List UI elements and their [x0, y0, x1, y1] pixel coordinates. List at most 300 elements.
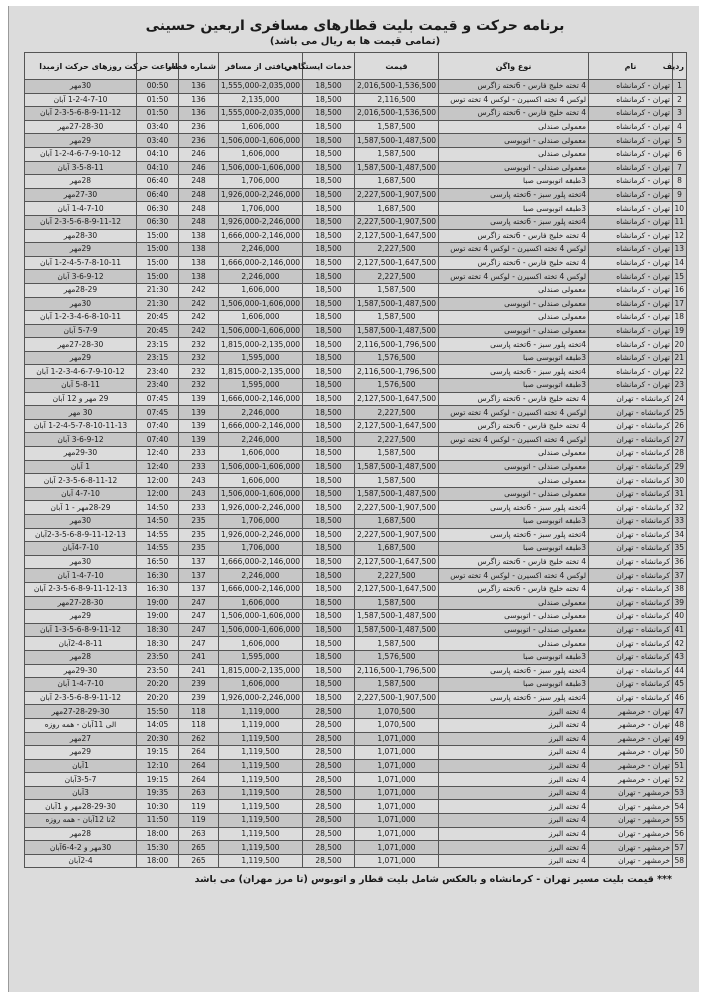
table-row [25, 800, 687, 814]
cell-departure-time: 20:20 [137, 678, 179, 692]
table-row [25, 229, 687, 243]
cell-train-number: 136 [179, 107, 219, 121]
cell-passenger-fare: 1,119,500 [219, 759, 303, 773]
cell-train-number: 263 [179, 827, 219, 841]
cell-departure-days: 3-5-8-11 آبان [25, 161, 137, 175]
cell-price: 1,070,500 [355, 718, 439, 732]
cell-departure-time: 12:40 [137, 447, 179, 461]
cell-train-number: 243 [179, 487, 219, 501]
cell-departure-days: 27-28-30مهر [25, 120, 137, 134]
cell-station-services: 18,500 [303, 678, 355, 692]
table-row [25, 582, 687, 596]
schedule-table [24, 52, 687, 868]
cell-route: کرمانشاه - تهران [589, 406, 673, 420]
cell-station-services: 18,500 [303, 338, 355, 352]
cell-departure-days: 28-29مهر - 1 آبان [25, 501, 137, 515]
cell-wagon-type: 4تخته پلور سبز - 6تخته پارسی [439, 664, 589, 678]
cell-passenger-fare: 1,606,000 [219, 447, 303, 461]
cell-train-number: 137 [179, 555, 219, 569]
cell-wagon-type: 4 تخته البرز [439, 759, 589, 773]
cell-departure-time: 03:40 [137, 120, 179, 134]
table-row [25, 814, 687, 828]
cell-wagon-type: معمولی صندلی - اتوبوسی [439, 297, 589, 311]
cell-price: 2,127,500-1,647,500 [355, 555, 439, 569]
cell-station-services: 18,500 [303, 297, 355, 311]
cell-passenger-fare: 1,555,000-2,035,000 [219, 107, 303, 121]
cell-train-number: 248 [179, 202, 219, 216]
table-row [25, 392, 687, 406]
cell-station-services: 18,500 [303, 542, 355, 556]
cell-departure-days: 3-6-9-12 آبان [25, 270, 137, 284]
cell-row-number: 25 [673, 406, 687, 420]
cell-wagon-type: 4 تخته البرز [439, 800, 589, 814]
cell-route: تهران - کرمانشاه [589, 270, 673, 284]
cell-station-services: 18,500 [303, 691, 355, 705]
cell-wagon-type: معمولی صندلی [439, 120, 589, 134]
cell-train-number: 242 [179, 283, 219, 297]
cell-station-services: 18,500 [303, 460, 355, 474]
cell-route: تهران - کرمانشاه [589, 283, 673, 297]
cell-price: 2,116,500-1,796,500 [355, 365, 439, 379]
table-row [25, 786, 687, 800]
column-header-route: نام [589, 53, 673, 80]
column-header-train-number: شماره قطار [179, 53, 219, 80]
cell-row-number: 4 [673, 120, 687, 134]
cell-train-number: 242 [179, 311, 219, 325]
cell-passenger-fare: 1,666,000-2,146,000 [219, 582, 303, 596]
cell-row-number: 44 [673, 664, 687, 678]
cell-wagon-type: 4تخته پلور سبز - 6تخته پارسی [439, 501, 589, 515]
cell-departure-time: 12:10 [137, 759, 179, 773]
cell-departure-time: 15:00 [137, 256, 179, 270]
cell-departure-time: 19:15 [137, 746, 179, 760]
cell-row-number: 56 [673, 827, 687, 841]
cell-row-number: 54 [673, 800, 687, 814]
cell-departure-time: 20:45 [137, 311, 179, 325]
cell-passenger-fare: 2,135,000 [219, 93, 303, 107]
cell-row-number: 21 [673, 351, 687, 365]
cell-station-services: 18,500 [303, 229, 355, 243]
cell-passenger-fare: 1,606,000 [219, 311, 303, 325]
cell-price: 1,587,500 [355, 120, 439, 134]
cell-row-number: 15 [673, 270, 687, 284]
cell-departure-days: 29 مهر و 12 آبان [25, 392, 137, 406]
cell-wagon-type: 4 تخته خلیج فارس - 6تخته زاگرس [439, 419, 589, 433]
cell-station-services: 18,500 [303, 134, 355, 148]
cell-departure-time: 15:50 [137, 705, 179, 719]
table-row [25, 718, 687, 732]
cell-departure-time: 19:15 [137, 773, 179, 787]
cell-row-number: 8 [673, 175, 687, 189]
cell-price: 2,116,500 [355, 93, 439, 107]
column-header-row-number: ردیف [673, 53, 687, 80]
cell-row-number: 24 [673, 392, 687, 406]
cell-wagon-type: معمولی صندلی [439, 474, 589, 488]
cell-route: کرمانشاه - تهران [589, 623, 673, 637]
cell-passenger-fare: 1,666,000-2,146,000 [219, 256, 303, 270]
cell-wagon-type: 3طبقه اتوبوسی صبا [439, 202, 589, 216]
cell-station-services: 18,500 [303, 324, 355, 338]
cell-wagon-type: معمولی صندلی - اتوبوسی [439, 623, 589, 637]
cell-station-services: 28,500 [303, 705, 355, 719]
cell-wagon-type: 4 تخته البرز [439, 705, 589, 719]
cell-row-number: 7 [673, 161, 687, 175]
cell-departure-days: 29مهر [25, 746, 137, 760]
cell-wagon-type: 4تخته پلور سبز - 6تخته پارسی [439, 188, 589, 202]
cell-price: 1,071,000 [355, 759, 439, 773]
cell-station-services: 18,500 [303, 501, 355, 515]
cell-route: تهران - کرمانشاه [589, 243, 673, 257]
cell-passenger-fare: 1,119,500 [219, 732, 303, 746]
cell-departure-days: 1-2-4-7-10 آبان [25, 93, 137, 107]
cell-price: 1,687,500 [355, 175, 439, 189]
cell-wagon-type: لوکس 4 تخته اکسیرن - لوکس 4 تخته توس [439, 270, 589, 284]
cell-departure-time: 15:00 [137, 270, 179, 284]
cell-wagon-type: معمولی صندلی [439, 311, 589, 325]
table-row [25, 175, 687, 189]
cell-passenger-fare: 1,666,000-2,146,000 [219, 392, 303, 406]
cell-wagon-type: معمولی صندلی - اتوبوسی [439, 134, 589, 148]
cell-departure-days: 1-2-4-5-7-8-10-11-13 آبان [25, 419, 137, 433]
cell-departure-days: 28مهر [25, 827, 137, 841]
cell-route: خرمشهر - تهران [589, 854, 673, 868]
cell-departure-time: 15:00 [137, 229, 179, 243]
column-header-station-services: خدمات ایستگاهی [303, 53, 355, 80]
cell-route: کرمانشاه - تهران [589, 392, 673, 406]
cell-passenger-fare: 2,246,000 [219, 433, 303, 447]
cell-row-number: 41 [673, 623, 687, 637]
table-row [25, 256, 687, 270]
table-row [25, 610, 687, 624]
cell-departure-time: 03:40 [137, 134, 179, 148]
cell-price: 1,071,000 [355, 814, 439, 828]
cell-passenger-fare: 1,506,000-1,606,000 [219, 623, 303, 637]
cell-wagon-type: معمولی صندلی - اتوبوسی [439, 610, 589, 624]
column-header-passenger-fare: دریافتی از مسافر [219, 53, 303, 80]
cell-departure-days: 29مهر [25, 134, 137, 148]
cell-departure-days: 27-28-30مهر [25, 338, 137, 352]
cell-departure-time: 15:00 [137, 243, 179, 257]
cell-passenger-fare: 1,606,000 [219, 120, 303, 134]
cell-train-number: 232 [179, 379, 219, 393]
cell-route: تهران - کرمانشاه [589, 297, 673, 311]
cell-departure-time: 07:40 [137, 433, 179, 447]
cell-route: کرمانشاه - تهران [589, 542, 673, 556]
cell-wagon-type: 4 تخته البرز [439, 718, 589, 732]
cell-departure-days: 30مهر [25, 555, 137, 569]
cell-train-number: 233 [179, 501, 219, 515]
table-row [25, 542, 687, 556]
cell-station-services: 18,500 [303, 256, 355, 270]
cell-departure-days: 27-28-29-30مهر [25, 705, 137, 719]
cell-train-number: 243 [179, 474, 219, 488]
cell-row-number: 13 [673, 243, 687, 257]
cell-train-number: 139 [179, 433, 219, 447]
cell-price: 1,587,500-1,487,500 [355, 161, 439, 175]
cell-wagon-type: 3طبقه اتوبوسی صبا [439, 175, 589, 189]
cell-departure-days: 27-28-30مهر [25, 596, 137, 610]
cell-row-number: 14 [673, 256, 687, 270]
cell-station-services: 18,500 [303, 664, 355, 678]
cell-route: تهران - کرمانشاه [589, 365, 673, 379]
cell-departure-time: 07:40 [137, 419, 179, 433]
cell-departure-days: 30مهر [25, 297, 137, 311]
cell-station-services: 28,500 [303, 854, 355, 868]
table-row [25, 93, 687, 107]
cell-price: 1,587,500 [355, 311, 439, 325]
cell-departure-days: 1-2-3-4-6-7-9-10-12 آبان [25, 365, 137, 379]
cell-station-services: 18,500 [303, 406, 355, 420]
cell-train-number: 139 [179, 406, 219, 420]
cell-train-number: 239 [179, 678, 219, 692]
cell-train-number: 232 [179, 365, 219, 379]
cell-passenger-fare: 1,606,000 [219, 678, 303, 692]
cell-row-number: 57 [673, 841, 687, 855]
table-row [25, 854, 687, 868]
table-row [25, 80, 687, 94]
cell-price: 1,071,000 [355, 854, 439, 868]
cell-route: تهران - خرمشهر [589, 705, 673, 719]
table-row [25, 270, 687, 284]
footnote: *** قیمت بلیت مسیر تهران - کرمانشاه و بالعکس شامل بلیت قطار و اتوبوس (تا مرز مهران) می باشد [194, 874, 672, 886]
cell-price: 1,587,500 [355, 678, 439, 692]
cell-route: تهران - کرمانشاه [589, 93, 673, 107]
cell-route: خرمشهر - تهران [589, 827, 673, 841]
cell-row-number: 47 [673, 705, 687, 719]
cell-departure-time: 19:35 [137, 786, 179, 800]
cell-price: 2,227,500 [355, 433, 439, 447]
cell-train-number: 247 [179, 596, 219, 610]
cell-passenger-fare: 1,506,000-1,606,000 [219, 487, 303, 501]
cell-departure-time: 15:30 [137, 841, 179, 855]
cell-route: کرمانشاه - تهران [589, 474, 673, 488]
cell-route: تهران - خرمشهر [589, 773, 673, 787]
cell-price: 1,071,000 [355, 786, 439, 800]
cell-station-services: 18,500 [303, 392, 355, 406]
cell-route: تهران - خرمشهر [589, 759, 673, 773]
cell-departure-days: 2-3-5-6-8-9-11-12 آبان [25, 107, 137, 121]
cell-departure-time: 14:50 [137, 515, 179, 529]
cell-train-number: 139 [179, 392, 219, 406]
cell-departure-days: 27مهر [25, 732, 137, 746]
table-row [25, 297, 687, 311]
cell-wagon-type: 4 تخته البرز [439, 814, 589, 828]
cell-price: 2,227,500-1,907,500 [355, 528, 439, 542]
cell-departure-days: 5-8-11 آبان [25, 379, 137, 393]
cell-departure-days: 30مهر [25, 515, 137, 529]
cell-row-number: 51 [673, 759, 687, 773]
table-row [25, 596, 687, 610]
cell-passenger-fare: 1,119,500 [219, 800, 303, 814]
cell-station-services: 28,500 [303, 746, 355, 760]
cell-passenger-fare: 1,595,000 [219, 379, 303, 393]
cell-price: 1,576,500 [355, 351, 439, 365]
table-row [25, 569, 687, 583]
cell-row-number: 17 [673, 297, 687, 311]
cell-departure-time: 20:30 [137, 732, 179, 746]
cell-wagon-type: 4تخته پلور سبز - 6تخته پارسی [439, 365, 589, 379]
cell-departure-days: 28-30مهر [25, 229, 137, 243]
cell-departure-time: 01:50 [137, 93, 179, 107]
document-content [24, 18, 686, 885]
cell-route: تهران - خرمشهر [589, 732, 673, 746]
cell-departure-days: 3-5-7آبان [25, 773, 137, 787]
cell-wagon-type: 4 تخته خلیج فارس - 6تخته زاگرس [439, 107, 589, 121]
cell-passenger-fare: 1,706,000 [219, 202, 303, 216]
cell-price: 1,587,500 [355, 147, 439, 161]
cell-station-services: 28,500 [303, 786, 355, 800]
cell-route: کرمانشاه - تهران [589, 610, 673, 624]
cell-wagon-type: معمولی صندلی [439, 637, 589, 651]
table-row [25, 474, 687, 488]
column-header-departure-days: روزهای حرکت ازمبدا [25, 53, 137, 80]
cell-route: تهران - کرمانشاه [589, 215, 673, 229]
cell-passenger-fare: 1,595,000 [219, 351, 303, 365]
cell-station-services: 18,500 [303, 515, 355, 529]
cell-departure-time: 14:05 [137, 718, 179, 732]
cell-wagon-type: 3طبقه اتوبوسی صبا [439, 542, 589, 556]
cell-route: کرمانشاه - تهران [589, 691, 673, 705]
cell-departure-days: 1-2-4-5-7-8-10-11 آبان [25, 256, 137, 270]
cell-station-services: 18,500 [303, 80, 355, 94]
cell-train-number: 248 [179, 188, 219, 202]
cell-wagon-type: معمولی صندلی - اتوبوسی [439, 487, 589, 501]
cell-wagon-type: 3طبقه اتوبوسی صبا [439, 351, 589, 365]
cell-station-services: 18,500 [303, 188, 355, 202]
cell-departure-time: 16:30 [137, 569, 179, 583]
cell-wagon-type: معمولی صندلی [439, 596, 589, 610]
cell-train-number: 236 [179, 134, 219, 148]
cell-route: خرمشهر - تهران [589, 800, 673, 814]
cell-passenger-fare: 1,606,000 [219, 596, 303, 610]
cell-station-services: 18,500 [303, 283, 355, 297]
cell-departure-time: 18:30 [137, 637, 179, 651]
cell-passenger-fare: 2,246,000 [219, 569, 303, 583]
cell-passenger-fare: 1,506,000-1,606,000 [219, 297, 303, 311]
cell-train-number: 265 [179, 841, 219, 855]
cell-route: کرمانشاه - تهران [589, 419, 673, 433]
cell-wagon-type: معمولی صندلی - اتوبوسی [439, 324, 589, 338]
cell-wagon-type: 4 تخته خلیج فارس - 6تخته زاگرس [439, 256, 589, 270]
cell-departure-days: 2-3-5-6-8-11-12 آبان [25, 474, 137, 488]
cell-route: تهران - کرمانشاه [589, 161, 673, 175]
cell-row-number: 16 [673, 283, 687, 297]
cell-route: کرمانشاه - تهران [589, 637, 673, 651]
cell-wagon-type: 4 تخته خلیج فارس - 6تخته زاگرس [439, 229, 589, 243]
cell-train-number: 264 [179, 746, 219, 760]
cell-price: 2,227,500 [355, 569, 439, 583]
cell-departure-days: 28-29مهر [25, 283, 137, 297]
cell-station-services: 28,500 [303, 827, 355, 841]
cell-passenger-fare: 1,506,000-1,606,000 [219, 134, 303, 148]
cell-passenger-fare: 1,119,500 [219, 773, 303, 787]
cell-price: 2,227,500 [355, 243, 439, 257]
cell-wagon-type: 4 تخته البرز [439, 773, 589, 787]
cell-departure-time: 07:45 [137, 392, 179, 406]
cell-wagon-type: 4 تخته خلیج فارس - 6تخته زاگرس [439, 582, 589, 596]
cell-train-number: 247 [179, 610, 219, 624]
cell-passenger-fare: 2,246,000 [219, 270, 303, 284]
cell-train-number: 242 [179, 324, 219, 338]
cell-row-number: 1 [673, 80, 687, 94]
cell-departure-time: 21:30 [137, 297, 179, 311]
cell-departure-time: 18:00 [137, 854, 179, 868]
cell-row-number: 11 [673, 215, 687, 229]
cell-row-number: 43 [673, 650, 687, 664]
cell-wagon-type: معمولی صندلی [439, 283, 589, 297]
cell-price: 2,227,500-1,907,500 [355, 215, 439, 229]
table-row [25, 732, 687, 746]
cell-departure-time: 23:40 [137, 379, 179, 393]
table-row [25, 555, 687, 569]
cell-row-number: 20 [673, 338, 687, 352]
cell-route: کرمانشاه - تهران [589, 433, 673, 447]
cell-price: 2,227,500 [355, 406, 439, 420]
cell-departure-time: 04:10 [137, 161, 179, 175]
cell-passenger-fare: 1,506,000-1,606,000 [219, 610, 303, 624]
cell-station-services: 28,500 [303, 732, 355, 746]
cell-departure-time: 23:40 [137, 365, 179, 379]
cell-station-services: 18,500 [303, 365, 355, 379]
cell-passenger-fare: 1,706,000 [219, 542, 303, 556]
cell-train-number: 119 [179, 800, 219, 814]
cell-wagon-type: 4 تخته البرز [439, 786, 589, 800]
cell-station-services: 18,500 [303, 487, 355, 501]
cell-departure-days: 30 مهر [25, 406, 137, 420]
cell-row-number: 18 [673, 311, 687, 325]
cell-route: کرمانشاه - تهران [589, 664, 673, 678]
cell-price: 1,576,500 [355, 379, 439, 393]
cell-wagon-type: 3طبقه اتوبوسی صبا [439, 678, 589, 692]
table-row [25, 188, 687, 202]
table-row [25, 447, 687, 461]
table-row [25, 433, 687, 447]
cell-departure-time: 18:30 [137, 623, 179, 637]
cell-train-number: 246 [179, 147, 219, 161]
cell-departure-days: 2-3-5-6-8-9-11-12-13 آبان [25, 582, 137, 596]
cell-departure-time: 14:55 [137, 528, 179, 542]
cell-departure-time: 00:50 [137, 80, 179, 94]
cell-departure-days: 4-7-10 آبان [25, 487, 137, 501]
cell-passenger-fare: 1,815,000-2,135,000 [219, 664, 303, 678]
cell-departure-days: 2-4آبان [25, 854, 137, 868]
cell-train-number: 138 [179, 256, 219, 270]
cell-departure-time: 23:50 [137, 650, 179, 664]
cell-passenger-fare: 1,506,000-1,606,000 [219, 460, 303, 474]
cell-row-number: 39 [673, 596, 687, 610]
cell-train-number: 138 [179, 270, 219, 284]
cell-train-number: 139 [179, 419, 219, 433]
cell-departure-time: 12:00 [137, 487, 179, 501]
table-row [25, 515, 687, 529]
cell-departure-time: 23:15 [137, 351, 179, 365]
cell-departure-days: 1-2-3-4-6-8-10-11 آبان [25, 311, 137, 325]
cell-price: 2,116,500-1,796,500 [355, 338, 439, 352]
cell-train-number: 136 [179, 80, 219, 94]
cell-price: 2,016,500-1,536,500 [355, 80, 439, 94]
cell-route: تهران - کرمانشاه [589, 379, 673, 393]
table-row [25, 759, 687, 773]
cell-passenger-fare: 1,706,000 [219, 515, 303, 529]
cell-passenger-fare: 2,246,000 [219, 406, 303, 420]
cell-departure-days: 2تا 12آبان - همه روزه [25, 814, 137, 828]
cell-passenger-fare: 1,815,000-2,135,000 [219, 338, 303, 352]
cell-price: 2,016,500-1,536,500 [355, 107, 439, 121]
cell-passenger-fare: 1,926,000-2,246,000 [219, 691, 303, 705]
cell-row-number: 40 [673, 610, 687, 624]
cell-station-services: 18,500 [303, 610, 355, 624]
cell-departure-time: 12:00 [137, 474, 179, 488]
